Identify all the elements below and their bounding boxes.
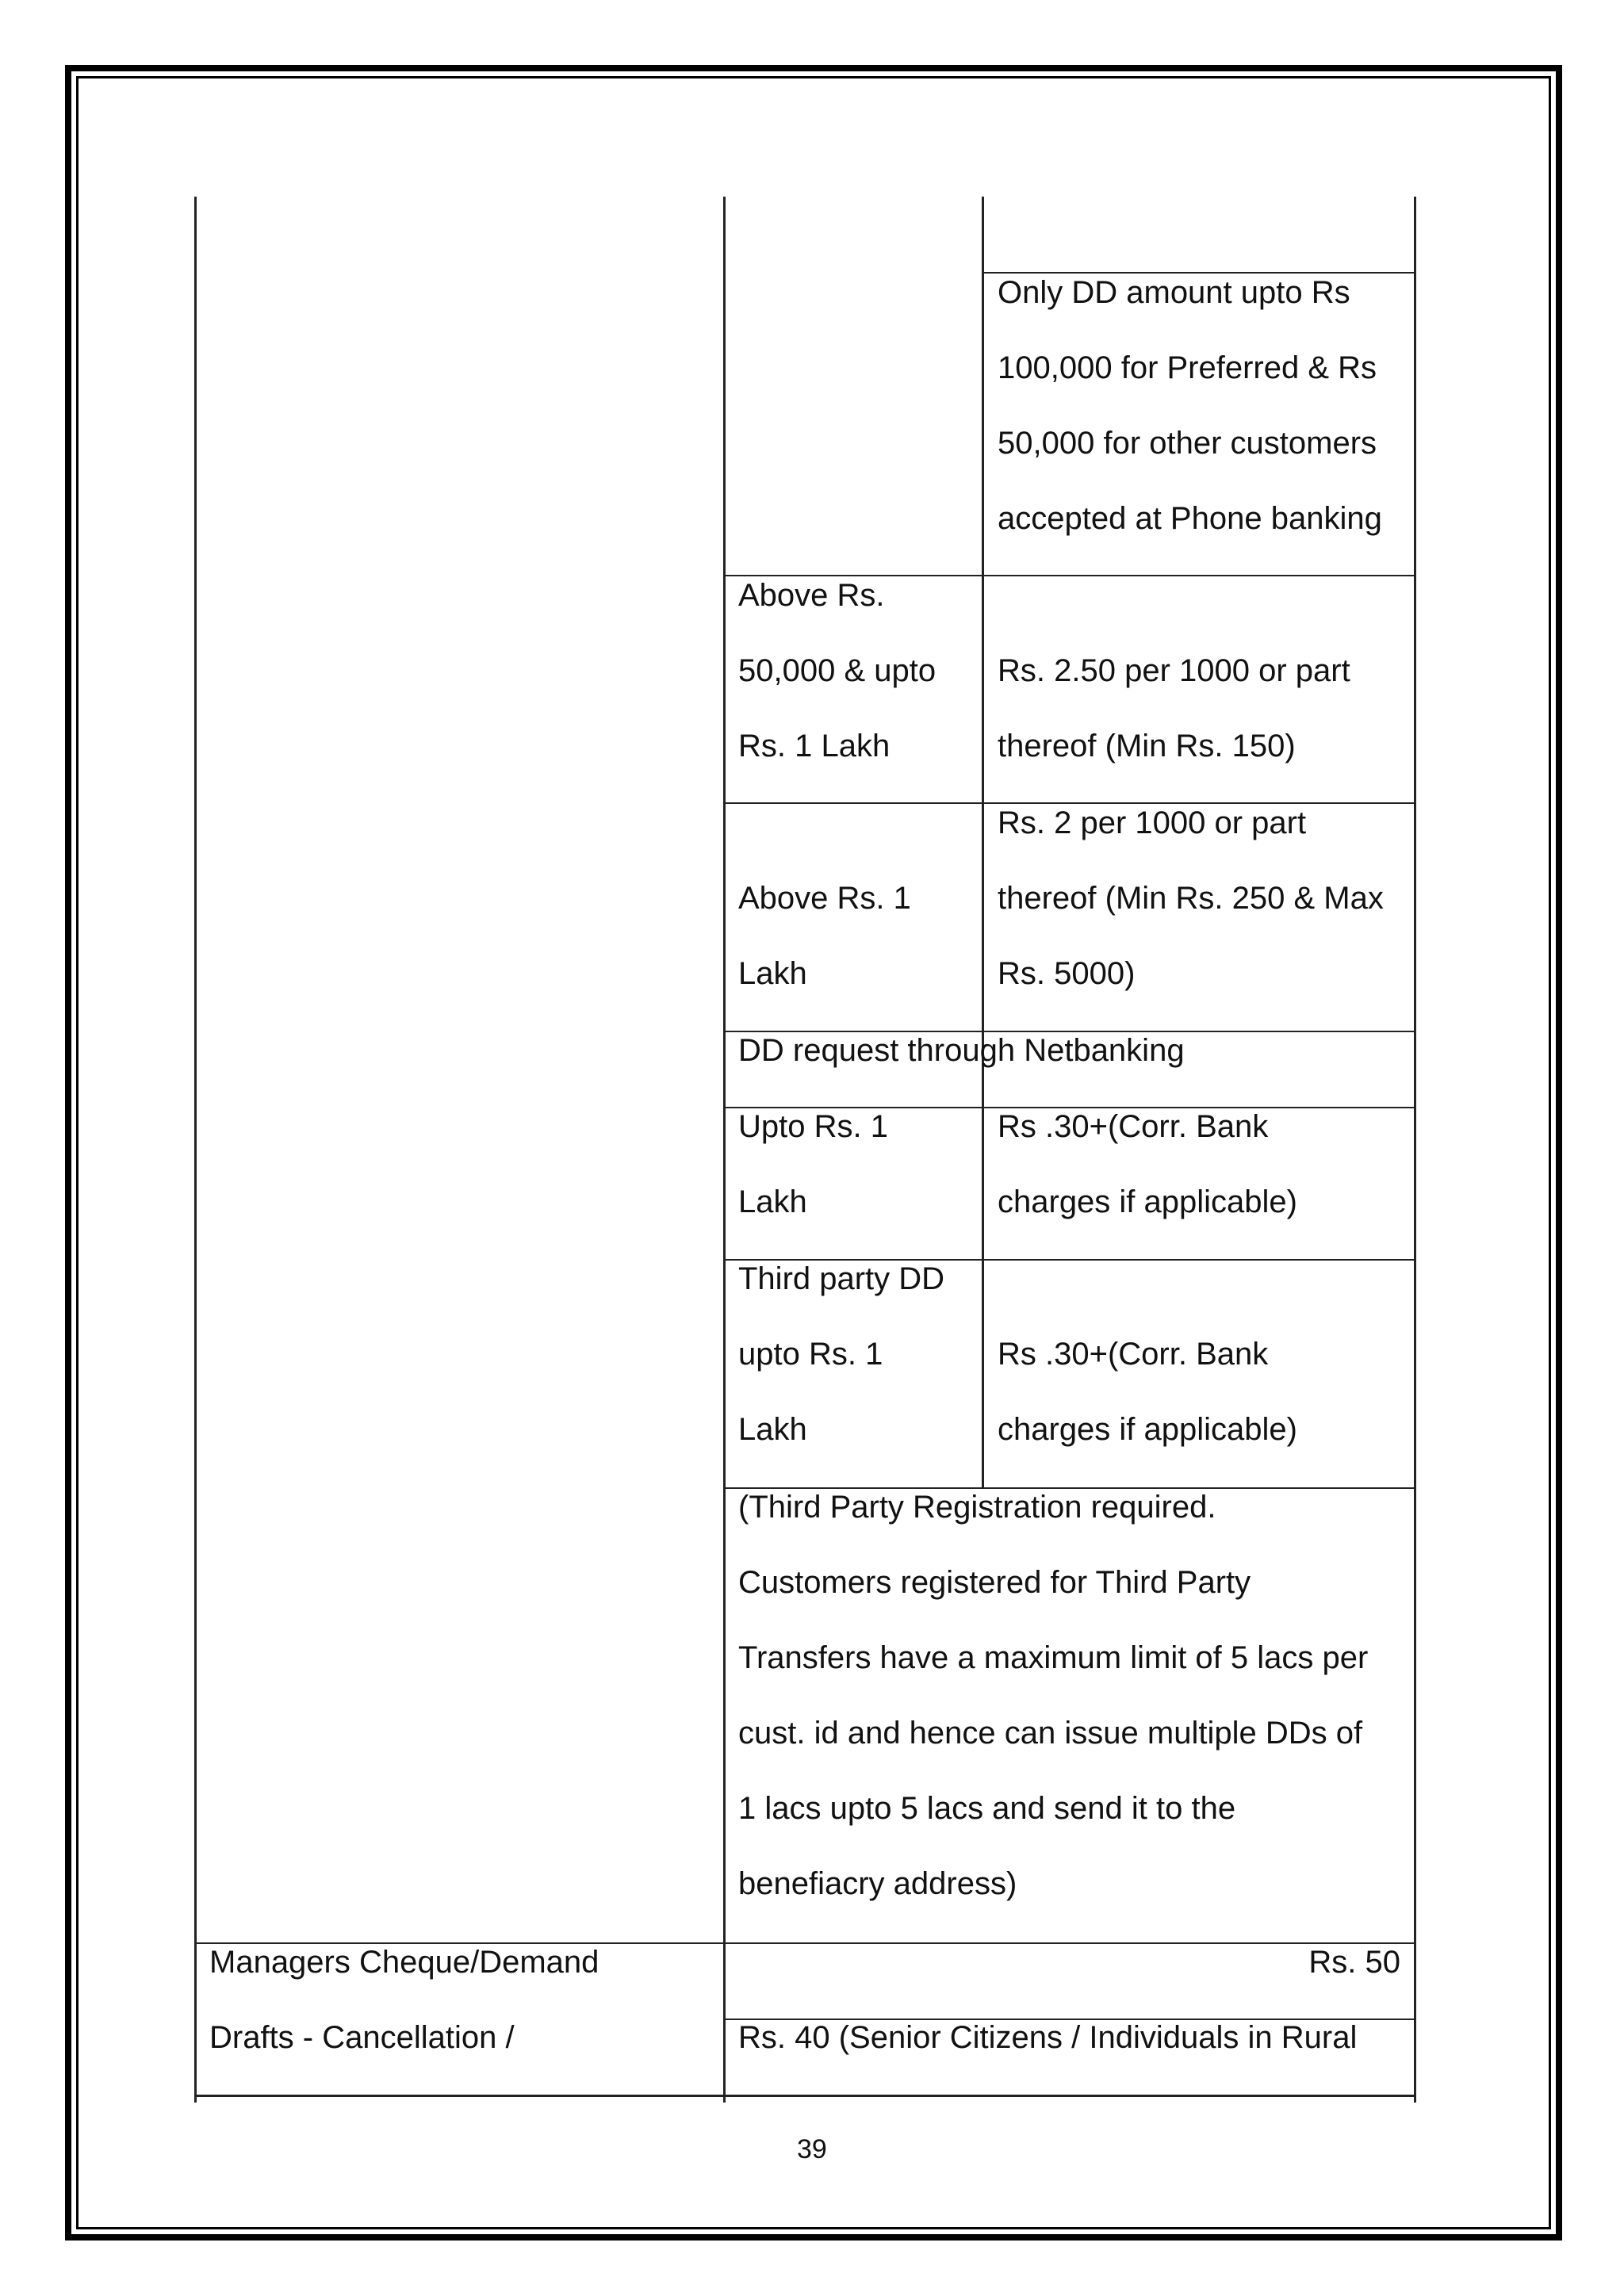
phone-banking-note-line: Only DD amount upto Rs [998, 275, 1350, 310]
slab-label-line: Lakh [738, 956, 807, 991]
table-col-divider-2-lower [982, 1107, 984, 1487]
table-col-divider-2-upper [982, 197, 984, 1107]
slab-label-line: Rs. 1 Lakh [738, 729, 891, 763]
page-number: 39 [797, 2134, 827, 2164]
table-col-divider-1 [723, 197, 726, 2103]
netbanking-header: DD request through Netbanking [738, 1033, 1185, 1068]
slab-charge-line: Rs. 5000) [998, 956, 1136, 991]
slab-label-line: Upto Rs. 1 [738, 1109, 888, 1144]
slab-charge-line: charges if applicable) [998, 1184, 1297, 1219]
slab-charge-line: Rs .30+(Corr. Bank [998, 1337, 1269, 1372]
slab-charge-line: Rs. 2.50 per 1000 or part [998, 653, 1350, 688]
slab-label-line: Above Rs. [738, 578, 885, 613]
slab-label-line: Lakh [738, 1412, 807, 1447]
third-party-note-line: Transfers have a maximum limit of 5 lacs per [738, 1640, 1369, 1675]
slab-label-line: 50,000 & upto [738, 653, 936, 688]
slab-charge-line: thereof (Min Rs. 250 & Max [998, 881, 1384, 916]
third-party-note-line: 1 lacs upto 5 lacs and send it to the [738, 1791, 1236, 1826]
third-party-note-line: benefiacry address) [738, 1866, 1017, 1901]
slab-label-line: Above Rs. 1 [738, 881, 911, 916]
cancellation-charge: Rs. 50 [1308, 1945, 1400, 1980]
phone-banking-note-line: accepted at Phone banking [998, 501, 1382, 536]
service-name-line: Drafts - Cancellation / [209, 2020, 515, 2055]
table-right-border [1414, 197, 1416, 2103]
table-bottom-border [194, 2095, 1416, 2097]
slab-charge-line: Rs. 2 per 1000 or part [998, 806, 1307, 840]
cancellation-charge-senior: Rs. 40 (Senior Citizens / Individuals in Rural [738, 2020, 1358, 2055]
slab-label-line: upto Rs. 1 [738, 1337, 883, 1372]
phone-banking-note-line: 100,000 for Preferred & Rs [998, 350, 1377, 385]
slab-charge-line: Rs .30+(Corr. Bank [998, 1109, 1269, 1144]
slab-charge-line: charges if applicable) [998, 1412, 1297, 1447]
phone-banking-note-line: 50,000 for other customers [998, 426, 1377, 461]
table-left-border [194, 197, 197, 2103]
third-party-note-line: Customers registered for Third Party [738, 1565, 1251, 1600]
service-name-line: Managers Cheque/Demand [209, 1945, 599, 1980]
slab-charge-line: thereof (Min Rs. 150) [998, 729, 1296, 763]
slab-label-line: Third party DD [738, 1261, 945, 1296]
third-party-note-line: (Third Party Registration required. [738, 1490, 1216, 1525]
slab-label-line: Lakh [738, 1184, 807, 1219]
third-party-note-line: cust. id and hence can issue multiple DDs of [738, 1716, 1363, 1751]
